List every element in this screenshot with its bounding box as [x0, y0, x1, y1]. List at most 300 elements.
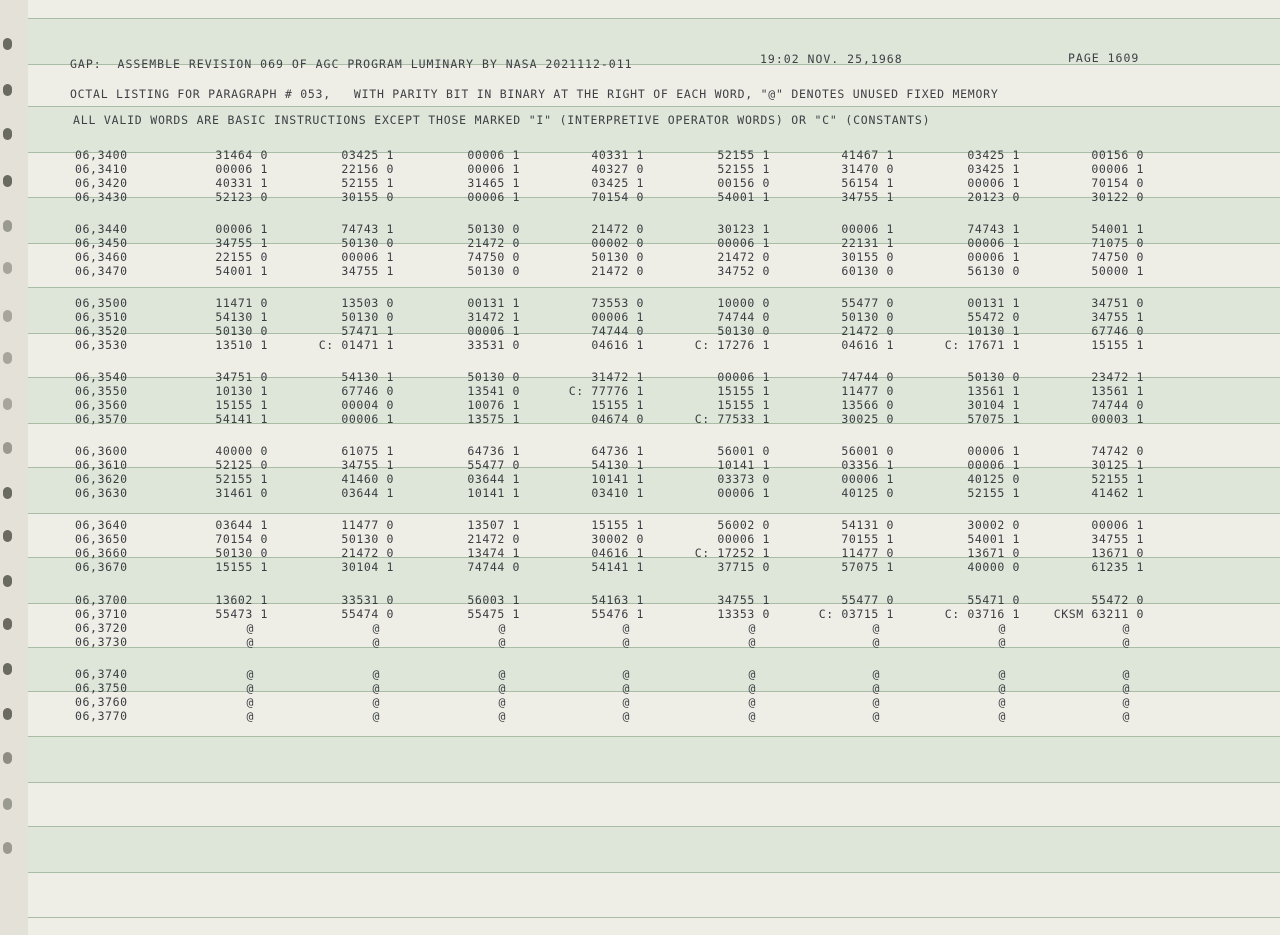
octal-word-cell: CKSM 63211 0: [1053, 607, 1144, 621]
octal-word-cell: 56001 0: [717, 444, 770, 458]
octal-word-cell: 57075 1: [967, 412, 1020, 426]
octal-word-cell: 74742 0: [1091, 444, 1144, 458]
octal-word-cell: @: [622, 667, 630, 681]
octal-word-cell: 50130 0: [341, 236, 394, 250]
octal-word-cell: 00004 0: [341, 398, 394, 412]
table-row: [28, 546, 1280, 560]
octal-word-cell: 30104 1: [967, 398, 1020, 412]
octal-word-cell: 50130 0: [341, 310, 394, 324]
octal-word-cell: 52155 1: [717, 162, 770, 176]
address-cell: 06,3520: [75, 324, 128, 338]
assembly-title: GAP: ASSEMBLE REVISION 069 OF AGC PROGRAM LUMINARY BY NASA 2021112-011: [70, 57, 633, 71]
octal-word-cell: @: [998, 667, 1006, 681]
octal-word-cell: @: [1122, 635, 1130, 649]
octal-word-cell: 55475 1: [467, 607, 520, 621]
table-row: [28, 190, 1280, 204]
octal-word-cell: 21472 0: [467, 532, 520, 546]
octal-word-cell: @: [748, 635, 756, 649]
octal-word-cell: 34755 1: [1091, 532, 1144, 546]
green-band: [28, 736, 1280, 783]
octal-word-cell: 31470 0: [841, 162, 894, 176]
octal-word-cell: @: [246, 635, 254, 649]
octal-word-cell: @: [998, 695, 1006, 709]
table-row: [28, 532, 1280, 546]
table-row: [28, 444, 1280, 458]
octal-word-cell: 54001 1: [717, 190, 770, 204]
octal-word-cell: 55477 0: [841, 593, 894, 607]
table-row: [28, 560, 1280, 574]
octal-word-cell: @: [372, 667, 380, 681]
octal-word-cell: @: [998, 681, 1006, 695]
address-cell: 06,3600: [75, 444, 128, 458]
octal-word-cell: 00006 1: [717, 532, 770, 546]
octal-word-cell: @: [998, 635, 1006, 649]
octal-word-cell: 74744 0: [467, 560, 520, 574]
octal-word-cell: 00156 0: [1091, 148, 1144, 162]
octal-word-cell: 54163 1: [591, 593, 644, 607]
octal-word-cell: 67746 0: [341, 384, 394, 398]
octal-word-cell: @: [246, 667, 254, 681]
octal-word-cell: 33531 0: [341, 593, 394, 607]
address-cell: 06,3420: [75, 176, 128, 190]
table-row: [28, 635, 1280, 649]
octal-word-cell: 23472 1: [1091, 370, 1144, 384]
address-cell: 06,3610: [75, 458, 128, 472]
table-row: [28, 458, 1280, 472]
octal-word-cell: 34755 1: [215, 236, 268, 250]
octal-word-cell: @: [498, 695, 506, 709]
octal-word-cell: 33531 0: [467, 338, 520, 352]
octal-word-cell: 00006 1: [967, 236, 1020, 250]
octal-word-cell: @: [372, 681, 380, 695]
octal-word-cell: 00006 1: [1091, 162, 1144, 176]
feed-hole: [3, 220, 12, 232]
address-cell: 06,3660: [75, 546, 128, 560]
octal-word-cell: 15155 1: [717, 398, 770, 412]
octal-word-cell: 13353 0: [717, 607, 770, 621]
octal-word-cell: 60130 0: [841, 264, 894, 278]
octal-word-cell: 21472 0: [591, 264, 644, 278]
octal-word-cell: 56130 0: [967, 264, 1020, 278]
address-cell: 06,3530: [75, 338, 128, 352]
address-cell: 06,3640: [75, 518, 128, 532]
octal-word-cell: @: [246, 681, 254, 695]
octal-word-cell: C: 77776 1: [568, 384, 644, 398]
octal-word-cell: 15155 1: [1091, 338, 1144, 352]
address-cell: 06,3770: [75, 709, 128, 723]
feed-hole: [3, 352, 12, 364]
octal-word-cell: 10141 1: [591, 472, 644, 486]
octal-word-cell: 50130 0: [467, 264, 520, 278]
octal-word-cell: 56003 1: [467, 593, 520, 607]
octal-word-cell: 34752 0: [717, 264, 770, 278]
octal-word-cell: 00006 1: [1091, 518, 1144, 532]
table-row: [28, 398, 1280, 412]
octal-word-cell: 31465 1: [467, 176, 520, 190]
table-row: [28, 310, 1280, 324]
octal-word-cell: 11477 0: [341, 518, 394, 532]
address-cell: 06,3540: [75, 370, 128, 384]
octal-word-cell: 56001 0: [841, 444, 894, 458]
feed-hole: [3, 487, 12, 499]
octal-word-cell: 13561 1: [967, 384, 1020, 398]
octal-word-cell: 52155 1: [215, 472, 268, 486]
octal-word-cell: @: [622, 681, 630, 695]
address-cell: 06,3630: [75, 486, 128, 500]
octal-word-cell: @: [498, 635, 506, 649]
octal-word-cell: @: [498, 681, 506, 695]
table-row: [28, 472, 1280, 486]
band-rule: [28, 917, 1280, 918]
address-cell: 06,3760: [75, 695, 128, 709]
octal-word-cell: 34755 1: [1091, 310, 1144, 324]
octal-word-cell: @: [622, 709, 630, 723]
octal-word-cell: 15155 1: [215, 560, 268, 574]
feed-hole: [3, 708, 12, 720]
address-cell: 06,3620: [75, 472, 128, 486]
octal-word-cell: 00006 1: [841, 472, 894, 486]
octal-word-cell: 52155 1: [717, 148, 770, 162]
octal-word-cell: 74744 0: [841, 370, 894, 384]
table-row: [28, 667, 1280, 681]
octal-word-cell: 03644 1: [215, 518, 268, 532]
feed-hole: [3, 842, 12, 854]
table-row: [28, 338, 1280, 352]
table-row: [28, 518, 1280, 532]
octal-word-cell: @: [498, 667, 506, 681]
octal-word-cell: 13671 0: [967, 546, 1020, 560]
octal-word-cell: @: [872, 695, 880, 709]
octal-word-cell: 40125 0: [841, 486, 894, 500]
address-cell: 06,3730: [75, 635, 128, 649]
octal-word-cell: 21472 0: [717, 250, 770, 264]
octal-word-cell: 10130 1: [967, 324, 1020, 338]
octal-word-cell: C: 17276 1: [694, 338, 770, 352]
octal-word-cell: 00006 1: [967, 250, 1020, 264]
feed-hole: [3, 84, 12, 96]
octal-word-cell: @: [246, 621, 254, 635]
octal-word-cell: 03644 1: [341, 486, 394, 500]
octal-word-cell: 04616 1: [591, 546, 644, 560]
octal-word-cell: 34755 1: [841, 190, 894, 204]
octal-word-cell: 13541 0: [467, 384, 520, 398]
octal-word-cell: 31461 0: [215, 486, 268, 500]
address-cell: 06,3670: [75, 560, 128, 574]
address-cell: 06,3510: [75, 310, 128, 324]
octal-word-cell: 30123 1: [717, 222, 770, 236]
octal-word-cell: 00006 1: [341, 412, 394, 426]
octal-word-cell: 40000 0: [967, 560, 1020, 574]
octal-word-cell: 50130 0: [215, 324, 268, 338]
octal-word-cell: 00002 0: [591, 236, 644, 250]
octal-word-cell: 04616 1: [841, 338, 894, 352]
octal-word-cell: 54130 1: [215, 310, 268, 324]
address-cell: 06,3550: [75, 384, 128, 398]
listing-note: ALL VALID WORDS ARE BASIC INSTRUCTIONS EXCEPT THOSE MARKED "I" (INTERPRETIVE OPERATOR WORDS) OR "C" (CONSTANTS): [73, 113, 931, 127]
octal-word-cell: 03373 0: [717, 472, 770, 486]
octal-word-cell: 30104 1: [341, 560, 394, 574]
octal-word-cell: 57471 1: [341, 324, 394, 338]
octal-word-cell: 21472 0: [341, 546, 394, 560]
table-row: [28, 695, 1280, 709]
octal-word-cell: 13510 1: [215, 338, 268, 352]
octal-word-cell: 54130 1: [341, 370, 394, 384]
octal-word-cell: @: [748, 709, 756, 723]
octal-word-cell: 61235 1: [1091, 560, 1144, 574]
octal-word-cell: 00006 1: [467, 162, 520, 176]
octal-word-cell: 13474 1: [467, 546, 520, 560]
band-rule: [28, 782, 1280, 783]
octal-word-cell: 57075 1: [841, 560, 894, 574]
octal-word-cell: 50130 0: [467, 222, 520, 236]
table-row: [28, 370, 1280, 384]
octal-word-cell: 74743 1: [967, 222, 1020, 236]
octal-word-cell: 55472 0: [967, 310, 1020, 324]
printout-page: [28, 0, 1280, 935]
octal-word-cell: 21472 0: [841, 324, 894, 338]
octal-word-cell: 30125 1: [1091, 458, 1144, 472]
octal-word-cell: 52125 0: [215, 458, 268, 472]
band-rule: [28, 872, 1280, 873]
octal-word-cell: 00006 1: [967, 176, 1020, 190]
octal-word-cell: 55477 0: [841, 296, 894, 310]
octal-word-cell: 00006 1: [467, 148, 520, 162]
octal-word-cell: 50130 0: [341, 532, 394, 546]
octal-word-cell: 20123 0: [967, 190, 1020, 204]
octal-word-cell: C: 17671 1: [944, 338, 1020, 352]
address-cell: 06,3440: [75, 222, 128, 236]
octal-word-cell: @: [872, 709, 880, 723]
octal-word-cell: @: [872, 621, 880, 635]
octal-word-cell: 50130 0: [467, 370, 520, 384]
octal-word-cell: 56154 1: [841, 176, 894, 190]
octal-word-cell: C: 03715 1: [818, 607, 894, 621]
table-row: [28, 607, 1280, 621]
octal-word-cell: C: 03716 1: [944, 607, 1020, 621]
octal-word-cell: @: [748, 681, 756, 695]
table-row: [28, 324, 1280, 338]
octal-word-cell: @: [622, 695, 630, 709]
octal-word-cell: 74744 0: [717, 310, 770, 324]
table-row: [28, 593, 1280, 607]
octal-word-cell: @: [748, 667, 756, 681]
octal-word-cell: 40000 0: [215, 444, 268, 458]
octal-word-cell: 64736 1: [591, 444, 644, 458]
octal-word-cell: 00156 0: [717, 176, 770, 190]
octal-word-cell: 03425 1: [591, 176, 644, 190]
octal-word-cell: 11477 0: [841, 546, 894, 560]
table-row: [28, 176, 1280, 190]
table-row: [28, 384, 1280, 398]
octal-word-cell: 34751 0: [1091, 296, 1144, 310]
address-cell: 06,3400: [75, 148, 128, 162]
address-cell: 06,3450: [75, 236, 128, 250]
octal-word-cell: 34755 1: [717, 593, 770, 607]
octal-word-cell: 00006 1: [717, 236, 770, 250]
feed-hole: [3, 128, 12, 140]
octal-word-cell: 13507 1: [467, 518, 520, 532]
octal-word-cell: 54001 1: [215, 264, 268, 278]
octal-word-cell: 50130 0: [841, 310, 894, 324]
table-row: [28, 222, 1280, 236]
feed-hole: [3, 262, 12, 274]
feed-hole: [3, 310, 12, 322]
feed-hole: [3, 442, 12, 454]
octal-word-cell: @: [246, 695, 254, 709]
octal-word-cell: 00006 1: [215, 222, 268, 236]
octal-word-cell: 10130 1: [215, 384, 268, 398]
octal-word-cell: 74750 0: [467, 250, 520, 264]
table-row: [28, 412, 1280, 426]
octal-word-cell: 50000 1: [1091, 264, 1144, 278]
octal-word-cell: 67746 0: [1091, 324, 1144, 338]
octal-word-cell: @: [1122, 621, 1130, 635]
octal-word-cell: 74744 0: [1091, 398, 1144, 412]
octal-word-cell: 37715 0: [717, 560, 770, 574]
octal-word-cell: 70154 0: [1091, 176, 1144, 190]
octal-word-cell: 00006 1: [467, 324, 520, 338]
octal-word-cell: 00006 1: [967, 458, 1020, 472]
octal-word-cell: 40331 1: [215, 176, 268, 190]
octal-word-cell: 41462 1: [1091, 486, 1144, 500]
green-band: [28, 826, 1280, 873]
table-row: [28, 264, 1280, 278]
table-row: [28, 236, 1280, 250]
address-cell: 06,3720: [75, 621, 128, 635]
octal-word-cell: 15155 1: [591, 398, 644, 412]
octal-word-cell: 54130 1: [591, 458, 644, 472]
octal-word-cell: @: [246, 709, 254, 723]
octal-word-cell: 56002 0: [717, 518, 770, 532]
octal-word-cell: 54001 1: [967, 532, 1020, 546]
octal-word-cell: 03356 1: [841, 458, 894, 472]
page-number: PAGE 1609: [1068, 51, 1140, 65]
octal-word-cell: 13566 0: [841, 398, 894, 412]
octal-word-cell: 54131 0: [841, 518, 894, 532]
octal-word-cell: 70154 0: [215, 532, 268, 546]
octal-word-cell: 22131 1: [841, 236, 894, 250]
octal-word-cell: 03644 1: [467, 472, 520, 486]
table-row: [28, 148, 1280, 162]
octal-word-cell: @: [872, 667, 880, 681]
address-cell: 06,3710: [75, 607, 128, 621]
octal-word-cell: 50130 0: [717, 324, 770, 338]
octal-word-cell: 50130 0: [967, 370, 1020, 384]
octal-word-cell: 00131 1: [967, 296, 1020, 310]
octal-word-cell: 64736 1: [467, 444, 520, 458]
octal-word-cell: @: [1122, 695, 1130, 709]
octal-word-cell: 03425 1: [341, 148, 394, 162]
octal-word-cell: @: [372, 695, 380, 709]
octal-word-cell: 55476 1: [591, 607, 644, 621]
feed-hole: [3, 530, 12, 542]
table-row: [28, 162, 1280, 176]
octal-word-cell: 10141 1: [717, 458, 770, 472]
octal-word-cell: 52155 1: [1091, 472, 1144, 486]
address-cell: 06,3500: [75, 296, 128, 310]
octal-word-cell: 00006 1: [215, 162, 268, 176]
octal-word-cell: 61075 1: [341, 444, 394, 458]
octal-word-cell: 52155 1: [341, 176, 394, 190]
octal-word-cell: 74744 0: [591, 324, 644, 338]
octal-word-cell: 03425 1: [967, 162, 1020, 176]
octal-word-cell: @: [372, 621, 380, 635]
octal-word-cell: @: [748, 621, 756, 635]
octal-word-cell: @: [372, 709, 380, 723]
octal-word-cell: 40327 0: [591, 162, 644, 176]
octal-word-cell: 00006 1: [591, 310, 644, 324]
octal-word-cell: 74743 1: [341, 222, 394, 236]
feed-hole: [3, 798, 12, 810]
address-cell: 06,3410: [75, 162, 128, 176]
octal-word-cell: 30002 0: [591, 532, 644, 546]
octal-word-cell: 70154 0: [591, 190, 644, 204]
octal-word-cell: C: 01471 1: [318, 338, 394, 352]
octal-word-cell: 00006 1: [967, 444, 1020, 458]
octal-word-cell: @: [1122, 709, 1130, 723]
octal-word-cell: 11471 0: [215, 296, 268, 310]
octal-word-cell: @: [622, 635, 630, 649]
octal-word-cell: 21472 0: [591, 222, 644, 236]
octal-word-cell: 31472 1: [467, 310, 520, 324]
octal-word-cell: @: [872, 681, 880, 695]
octal-word-cell: 30122 0: [1091, 190, 1144, 204]
octal-word-cell: 54001 1: [1091, 222, 1144, 236]
octal-word-cell: 31464 0: [215, 148, 268, 162]
octal-word-cell: 71075 0: [1091, 236, 1144, 250]
octal-word-cell: @: [622, 621, 630, 635]
octal-word-cell: 30155 0: [341, 190, 394, 204]
octal-word-cell: 52123 0: [215, 190, 268, 204]
octal-word-cell: 55473 1: [215, 607, 268, 621]
octal-word-cell: 41467 1: [841, 148, 894, 162]
listing-description: OCTAL LISTING FOR PARAGRAPH # 053, WITH PARITY BIT IN BINARY AT THE RIGHT OF EACH WORD, "@" DENOTES UNUSED FIXED MEMORY: [70, 87, 999, 101]
octal-word-cell: 15155 1: [591, 518, 644, 532]
timestamp: 19:02 NOV. 25,1968: [760, 52, 903, 66]
octal-word-cell: 73553 0: [591, 296, 644, 310]
octal-word-cell: 41460 0: [341, 472, 394, 486]
octal-word-cell: 15155 1: [717, 384, 770, 398]
table-row: [28, 681, 1280, 695]
feed-hole: [3, 618, 12, 630]
octal-word-cell: 13503 0: [341, 296, 394, 310]
octal-word-cell: @: [872, 635, 880, 649]
octal-word-cell: 00006 1: [717, 370, 770, 384]
octal-word-cell: 11477 0: [841, 384, 894, 398]
octal-word-cell: @: [372, 635, 380, 649]
octal-word-cell: 00006 1: [467, 190, 520, 204]
octal-word-cell: 50130 0: [215, 546, 268, 560]
table-row: [28, 250, 1280, 264]
octal-word-cell: 31472 1: [591, 370, 644, 384]
octal-word-cell: 55471 0: [967, 593, 1020, 607]
octal-word-cell: 00006 1: [341, 250, 394, 264]
band-rule: [28, 513, 1280, 514]
octal-word-cell: @: [498, 709, 506, 723]
table-row: [28, 486, 1280, 500]
address-cell: 06,3570: [75, 412, 128, 426]
feed-hole: [3, 175, 12, 187]
feed-hole: [3, 663, 12, 675]
octal-word-cell: 13671 0: [1091, 546, 1144, 560]
octal-word-cell: 21472 0: [467, 236, 520, 250]
octal-word-cell: 54141 1: [591, 560, 644, 574]
octal-word-cell: @: [748, 695, 756, 709]
address-cell: 06,3470: [75, 264, 128, 278]
address-cell: 06,3430: [75, 190, 128, 204]
octal-word-cell: C: 17252 1: [694, 546, 770, 560]
octal-word-cell: 00003 1: [1091, 412, 1144, 426]
